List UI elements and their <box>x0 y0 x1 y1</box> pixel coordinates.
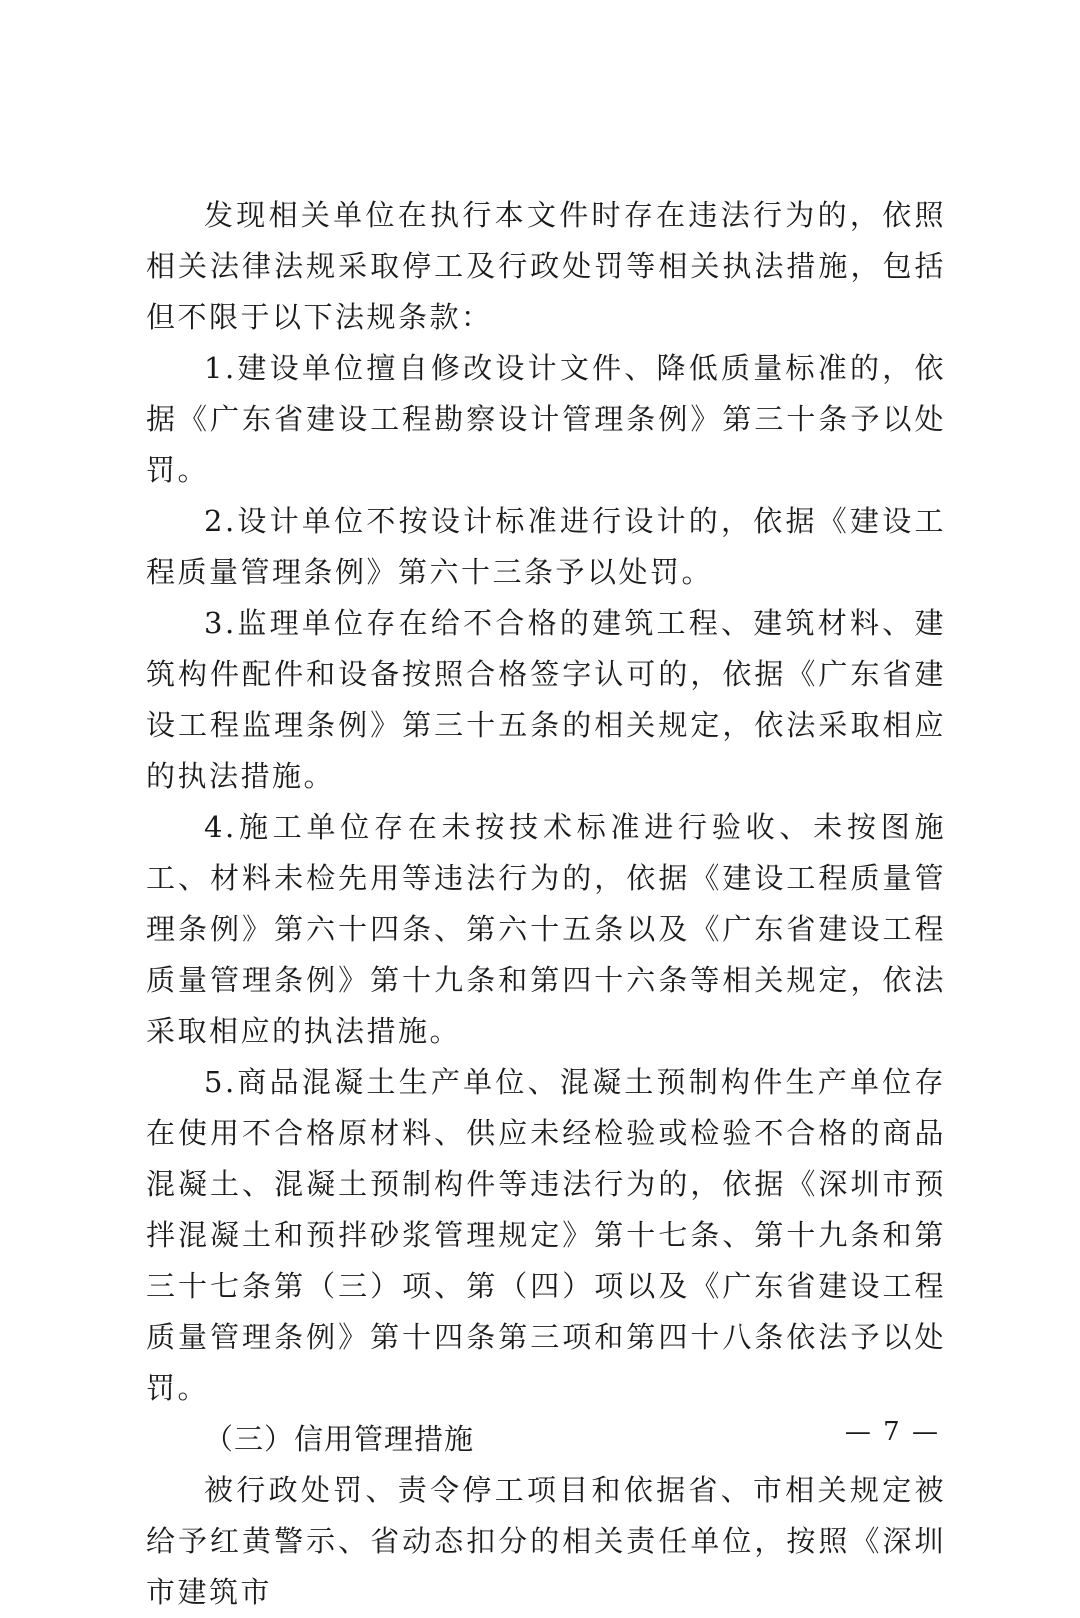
paragraph-closing: 被行政处罚、责令停工项目和依据省、市相关规定被给予红黄警示、省动态扣分的相关责任单位，按照《深圳市建筑市 <box>146 1473 946 1609</box>
paragraph-item-2: 2.设计单位不按设计标准进行设计的，依据《建设工程质量管理条例》第六十三条予以处罚。 <box>146 504 946 589</box>
paragraph-item-3: 3.监理单位存在给不合格的建筑工程、建筑材料、建筑构件配件和设备按照合格签字认可的，依据《广东省建设工程监理条例》第三十五条的相关规定，依法采取相应的执法措施。 <box>146 606 946 793</box>
paragraph-item-1: 1.建设单位擅自修改设计文件、降低质量标准的，依据《广东省建设工程勘察设计管理条例》第三十条予以处罚。 <box>146 351 946 487</box>
document-body <box>146 190 946 1618</box>
section-heading: （三）信用管理措施 <box>204 1422 475 1456</box>
page-number: — 7 — <box>844 1417 940 1447</box>
paragraph-item-4: 4.施工单位存在未按技术标准进行验收、未按图施工、材料未检先用等违法行为的，依据《建设工程质量管理条例》第六十四条、第六十五条以及《广东省建设工程质量管理条例》第十九条和第四十六条等相关规定，依法采取相应的执法措施。 <box>146 810 946 1048</box>
paragraph-intro: 发现相关单位在执行本文件时存在违法行为的，依照相关法律法规采取停工及行政处罚等相关执法措施，包括但不限于以下法规条款： <box>146 198 946 334</box>
paragraph-item-5: 5.商品混凝土生产单位、混凝土预制构件生产单位存在使用不合格原材料、供应未经检验或检验不合格的商品混凝土、混凝土预制构件等违法行为的，依据《深圳市预拌混凝土和预拌砂浆管理规定》第十七条、第十九条和第三十七条第（三）项、第（四）项以及《广东省建设工程质量管理条例》第十四条第三项和第四十八条依法予以处罚。 <box>146 1065 946 1405</box>
